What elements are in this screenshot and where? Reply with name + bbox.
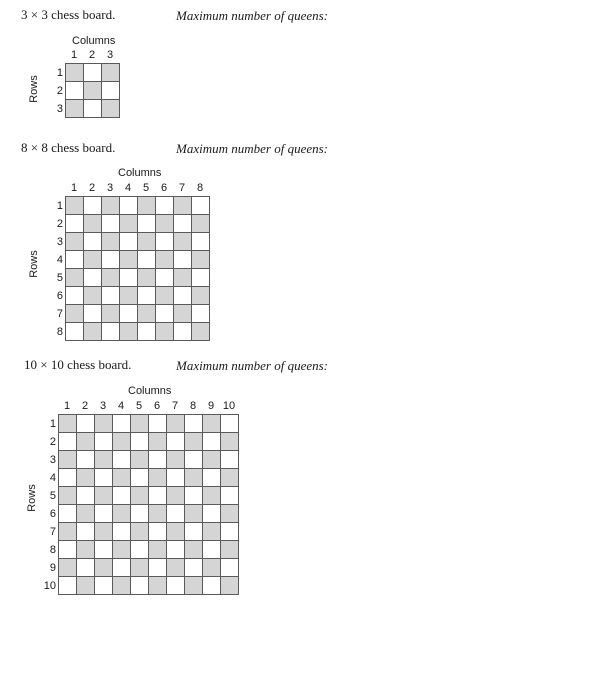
board-square (203, 505, 221, 523)
board-square (113, 451, 131, 469)
board-row (59, 415, 239, 433)
column-number: 6 (153, 400, 161, 412)
board-square (203, 451, 221, 469)
board-square (113, 505, 131, 523)
board-square (167, 523, 185, 541)
board-8-rows-label: Rows (27, 250, 40, 278)
board-row (66, 197, 210, 215)
board-row (59, 559, 239, 577)
board-square (77, 451, 95, 469)
board-row (66, 323, 210, 341)
board-square (77, 505, 95, 523)
board-square (131, 433, 149, 451)
column-number: 8 (189, 400, 197, 412)
board-square (131, 451, 149, 469)
row-number: 6 (56, 289, 63, 302)
board-square (149, 487, 167, 505)
board-square (149, 433, 167, 451)
board-square (221, 577, 239, 595)
column-number: 10 (222, 400, 236, 412)
board-square (59, 469, 77, 487)
row-number: 3 (56, 102, 63, 115)
row-number: 2 (56, 217, 63, 230)
column-number: 3 (106, 182, 114, 194)
board-8-columns-label: Columns (118, 167, 162, 179)
board-3-columns-label: Columns (72, 35, 116, 47)
board-square (66, 251, 84, 269)
board-square (185, 487, 203, 505)
board-square (138, 251, 156, 269)
board-square (167, 469, 185, 487)
board-square (113, 559, 131, 577)
board-square (156, 197, 174, 215)
board-square (77, 577, 95, 595)
board-square (113, 523, 131, 541)
board-square (174, 215, 192, 233)
board-square (66, 287, 84, 305)
board-square (113, 433, 131, 451)
board-square (66, 233, 84, 251)
board-square (102, 215, 120, 233)
column-number: 3 (106, 49, 114, 61)
board-square (203, 469, 221, 487)
board-square (156, 215, 174, 233)
board-square (120, 323, 138, 341)
board-square (84, 269, 102, 287)
board-square (185, 541, 203, 559)
board-square (203, 433, 221, 451)
board-square (84, 215, 102, 233)
board-square (138, 215, 156, 233)
board-square (77, 433, 95, 451)
column-number: 9 (207, 400, 215, 412)
board-square (66, 197, 84, 215)
board-square (149, 415, 167, 433)
board-3-rows-label: Rows (27, 75, 40, 103)
board-3-title: 3 × 3 chess board. (21, 7, 116, 22)
board-square (131, 487, 149, 505)
board-square (167, 541, 185, 559)
column-number: 2 (88, 49, 96, 61)
board-row (59, 541, 239, 559)
board-square (77, 487, 95, 505)
board-square (149, 505, 167, 523)
board-row (66, 305, 210, 323)
board-square (59, 523, 77, 541)
board-square (84, 100, 102, 118)
board-square (113, 541, 131, 559)
board-row (66, 269, 210, 287)
board-square (131, 541, 149, 559)
board-square (66, 323, 84, 341)
row-number: 7 (49, 525, 56, 538)
board-square (84, 82, 102, 100)
board-square (95, 541, 113, 559)
row-number: 5 (49, 489, 56, 502)
board-row (59, 577, 239, 595)
board-square (95, 559, 113, 577)
board-square (156, 323, 174, 341)
row-number: 3 (56, 235, 63, 248)
board-square (120, 233, 138, 251)
board-square (138, 323, 156, 341)
row-number: 8 (49, 543, 56, 556)
board-square (221, 523, 239, 541)
board-square (185, 559, 203, 577)
board-square (120, 215, 138, 233)
row-number: 2 (49, 435, 56, 448)
board-square (95, 523, 113, 541)
row-number: 9 (49, 561, 56, 574)
board-square (59, 433, 77, 451)
board-square (138, 269, 156, 287)
board-square (102, 323, 120, 341)
chess-board-10x10 (58, 414, 239, 595)
board-square (174, 287, 192, 305)
board-square (120, 269, 138, 287)
board-square (156, 305, 174, 323)
column-number: 8 (196, 182, 204, 194)
board-row (66, 251, 210, 269)
board-square (167, 559, 185, 577)
column-number: 4 (117, 400, 125, 412)
board-8-queens-prompt: Maximum number of queens: (176, 141, 328, 156)
board-square (131, 559, 149, 577)
board-square (66, 82, 84, 100)
board-square (66, 215, 84, 233)
board-square (102, 233, 120, 251)
board-square (167, 487, 185, 505)
board-square (174, 197, 192, 215)
board-square (221, 433, 239, 451)
board-row (59, 433, 239, 451)
board-square (203, 523, 221, 541)
board-row (66, 100, 120, 118)
board-square (221, 469, 239, 487)
board-square (113, 415, 131, 433)
board-square (149, 541, 167, 559)
board-row (59, 505, 239, 523)
board-8-title: 8 × 8 chess board. (21, 140, 116, 155)
board-square (192, 287, 210, 305)
column-number: 7 (178, 182, 186, 194)
row-number: 1 (49, 417, 56, 430)
board-square (102, 305, 120, 323)
board-row (66, 233, 210, 251)
board-square (174, 269, 192, 287)
board-square (77, 523, 95, 541)
board-square (221, 541, 239, 559)
row-number: 6 (49, 507, 56, 520)
board-square (84, 64, 102, 82)
board-row (66, 82, 120, 100)
board-square (192, 233, 210, 251)
board-square (102, 82, 120, 100)
board-square (221, 487, 239, 505)
board-square (95, 451, 113, 469)
board-square (66, 64, 84, 82)
row-number: 10 (43, 579, 56, 592)
board-square (84, 287, 102, 305)
board-10-columns-label: Columns (128, 385, 172, 397)
board-square (95, 577, 113, 595)
board-square (167, 577, 185, 595)
board-square (59, 559, 77, 577)
column-number: 1 (70, 182, 78, 194)
board-square (203, 487, 221, 505)
board-square (131, 505, 149, 523)
board-square (192, 323, 210, 341)
board-square (192, 251, 210, 269)
board-square (138, 305, 156, 323)
board-square (192, 305, 210, 323)
board-square (185, 505, 203, 523)
board-square (84, 197, 102, 215)
board-square (149, 451, 167, 469)
board-row (59, 451, 239, 469)
column-number: 1 (70, 49, 78, 61)
board-row (59, 487, 239, 505)
board-square (138, 287, 156, 305)
board-square (174, 323, 192, 341)
board-square (221, 559, 239, 577)
board-square (59, 577, 77, 595)
row-number: 1 (56, 199, 63, 212)
column-number: 3 (99, 400, 107, 412)
board-square (102, 269, 120, 287)
board-square (167, 433, 185, 451)
column-number: 1 (63, 400, 71, 412)
board-10-queens-prompt: Maximum number of queens: (176, 358, 328, 373)
board-square (192, 269, 210, 287)
board-square (66, 100, 84, 118)
column-number: 2 (88, 182, 96, 194)
board-square (167, 451, 185, 469)
board-square (59, 505, 77, 523)
row-number: 4 (56, 253, 63, 266)
board-square (84, 323, 102, 341)
board-square (185, 415, 203, 433)
board-square (95, 469, 113, 487)
board-square (221, 415, 239, 433)
board-square (102, 197, 120, 215)
board-square (120, 251, 138, 269)
column-number: 2 (81, 400, 89, 412)
board-square (185, 433, 203, 451)
board-square (131, 523, 149, 541)
row-number: 5 (56, 271, 63, 284)
board-square (102, 287, 120, 305)
board-square (149, 469, 167, 487)
board-square (113, 469, 131, 487)
board-square (138, 197, 156, 215)
row-number: 1 (56, 66, 63, 79)
board-square (156, 233, 174, 251)
row-number: 8 (56, 325, 63, 338)
board-square (131, 469, 149, 487)
board-square (192, 215, 210, 233)
board-square (59, 541, 77, 559)
column-number: 7 (171, 400, 179, 412)
column-number: 4 (124, 182, 132, 194)
board-square (95, 505, 113, 523)
board-square (77, 415, 95, 433)
board-square (156, 269, 174, 287)
board-square (77, 541, 95, 559)
board-square (84, 233, 102, 251)
board-square (113, 577, 131, 595)
board-square (221, 451, 239, 469)
board-square (203, 559, 221, 577)
board-square (102, 251, 120, 269)
board-square (95, 487, 113, 505)
board-square (66, 305, 84, 323)
board-square (95, 415, 113, 433)
row-number: 7 (56, 307, 63, 320)
board-square (77, 559, 95, 577)
board-square (138, 233, 156, 251)
board-square (174, 305, 192, 323)
board-square (185, 451, 203, 469)
board-square (185, 523, 203, 541)
board-square (203, 541, 221, 559)
board-square (102, 100, 120, 118)
board-square (77, 469, 95, 487)
board-square (192, 197, 210, 215)
board-3-queens-prompt: Maximum number of queens: (176, 8, 328, 23)
row-number: 2 (56, 84, 63, 97)
column-number: 5 (135, 400, 143, 412)
board-square (156, 287, 174, 305)
board-row (66, 215, 210, 233)
board-square (120, 197, 138, 215)
board-square (149, 523, 167, 541)
board-square (59, 451, 77, 469)
board-square (131, 577, 149, 595)
board-square (84, 251, 102, 269)
board-square (131, 415, 149, 433)
board-row (59, 523, 239, 541)
column-number: 6 (160, 182, 168, 194)
board-square (167, 505, 185, 523)
board-square (174, 251, 192, 269)
board-row (66, 64, 120, 82)
board-square (102, 64, 120, 82)
board-square (120, 287, 138, 305)
board-row (59, 469, 239, 487)
chess-board-8x8 (65, 196, 210, 341)
board-row (66, 287, 210, 305)
board-square (149, 577, 167, 595)
board-square (185, 577, 203, 595)
board-square (59, 415, 77, 433)
board-10-title: 10 × 10 chess board. (24, 357, 132, 372)
column-number: 5 (142, 182, 150, 194)
board-square (156, 251, 174, 269)
board-square (84, 305, 102, 323)
board-square (203, 577, 221, 595)
board-square (113, 487, 131, 505)
board-square (149, 559, 167, 577)
board-square (59, 487, 77, 505)
row-number: 4 (49, 471, 56, 484)
board-square (221, 505, 239, 523)
board-square (66, 269, 84, 287)
board-square (167, 415, 185, 433)
board-square (203, 415, 221, 433)
board-square (185, 469, 203, 487)
board-10-rows-label: Rows (25, 484, 38, 512)
board-square (95, 433, 113, 451)
row-number: 3 (49, 453, 56, 466)
chess-board-3x3 (65, 63, 120, 118)
board-square (174, 233, 192, 251)
board-square (120, 305, 138, 323)
